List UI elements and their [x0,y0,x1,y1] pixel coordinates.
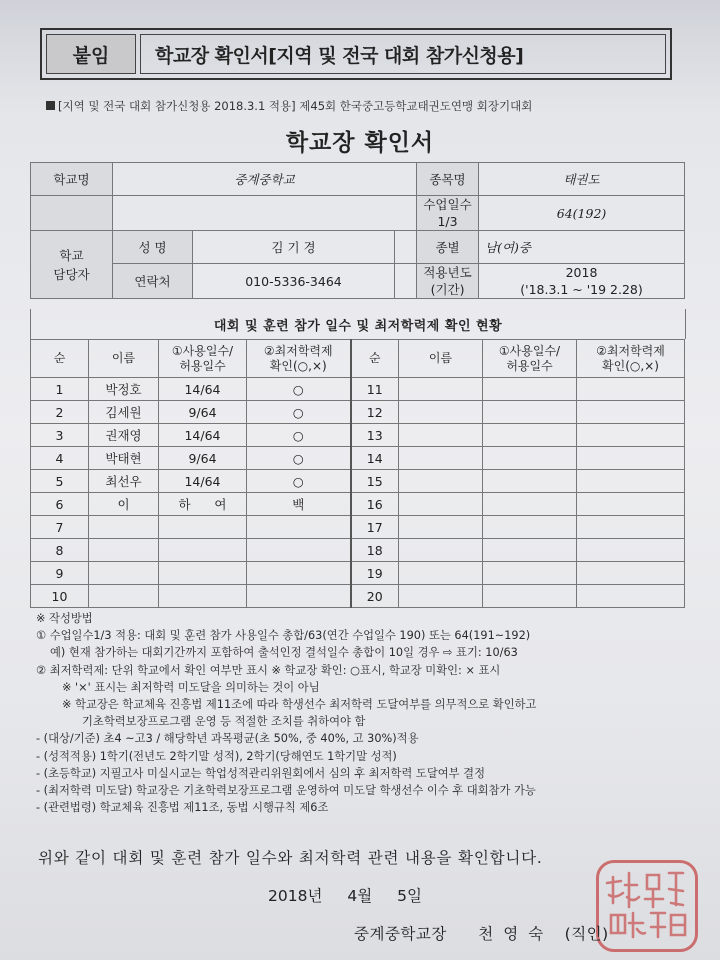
signature-line [354,922,609,944]
col-name-header: 이름 [89,340,159,378]
col-days-header-line1: ①사용일수/ [171,343,234,358]
days-label-line2: 1/3 [437,214,458,229]
row-days: 14/64 [159,424,247,447]
row-name: 최선우 [89,470,159,493]
row-no-right: 19 [351,562,399,585]
row-days [159,562,247,585]
row-name-right [399,401,483,424]
signer-name: 천영숙 [478,925,554,943]
note-item: 기초학력보장프로그램 운영 등 적절한 조치를 취하여야 함 [82,715,366,729]
row-check-right [577,562,685,585]
row-days: 14/64 [159,378,247,401]
col-acad-header-right-line2: 확인(○,×) [602,358,659,373]
col-days-header-right-line1: ①사용일수/ [498,343,561,358]
col-days-header-line2: 허용일수 [179,358,226,373]
row-no: 10 [31,585,89,608]
name-label: 성 명 [113,231,193,264]
row-days [159,585,247,608]
row-check-right [577,447,685,470]
row-days-right [483,585,577,608]
row-no: 2 [31,401,89,424]
seal-label: (직인) [564,925,609,943]
contact-spacer [395,264,417,299]
row-no: 5 [31,470,89,493]
row-name-right [399,562,483,585]
row-days: 9/64 [159,447,247,470]
confirmation-text: 위와 같이 대회 및 훈련 참가 일수와 최저학력 관련 내용을 확인합니다. [38,849,543,867]
note-item: - (대상/기준) 초4 ~고3 / 해당학년 과목평균(초 50%, 중 40%, 고 30%)적용 [36,732,419,746]
event-label: 종목명 [417,163,479,196]
row-check-right [577,378,685,401]
row-name-right [399,493,483,516]
header-title: 학교장 확인서[지역 및 전국 대회 참가신청용] [140,34,666,74]
row-no: 6 [31,493,89,516]
signer-school: 중계중학교장 [354,925,447,943]
row-name-right [399,378,483,401]
row-no: 7 [31,516,89,539]
col-no-header-right: 순 [351,340,399,378]
row-days-right [483,562,577,585]
note-item: ① 수업일수1/3 적용: 대회 및 훈련 참가 사용일수 총합/63(연간 수업일수 190) 또는 64(191~192) [36,629,531,643]
row-name [89,516,159,539]
note-item: - (최저학력 미도달) 학교장은 기초학력보장프로그램 운영하여 미도달 학생선수 이수 후 대회참가 가능 [36,784,536,798]
table-row [31,539,685,562]
row-no: 4 [31,447,89,470]
subline [46,98,532,114]
date-year: 2018년 [268,887,323,905]
days-label [417,196,479,231]
issue-date [268,884,442,906]
notes-heading: ※ 작성방법 [36,612,93,625]
row-check-right [577,401,685,424]
row-check: ○ [247,401,351,424]
row-name-right [399,585,483,608]
row-days: 14/64 [159,470,247,493]
school-value: 중계중학교 [113,163,417,196]
row-check [247,539,351,562]
note-item: - (성적적용) 1학기(전년도 2학기말 성적), 2학기(당해연도 1학기말 성적) [36,749,397,763]
table-row [31,424,685,447]
row-days-right [483,516,577,539]
header-box [40,28,672,80]
table-row [31,401,685,424]
row-check-right [577,585,685,608]
row-days-right [483,493,577,516]
seal-icon [599,863,695,949]
date-month: 4월 [347,887,373,905]
event-value: 태권도 [479,163,685,196]
row-days-right [483,401,577,424]
note-item: 예) 현재 참가하는 대회기간까지 포함하여 출석인정 결석일수 총합이 10일 경우 ⇨ 표기: 10/63 [50,646,518,660]
row-days-right [483,470,577,493]
attachment-tag: 붙임 [46,34,136,74]
row-no: 1 [31,378,89,401]
note-item: ※ '×' 표시는 최저학력 미도달을 의미하는 것이 아님 [62,680,320,694]
participation-table [30,339,685,608]
col-days-header [159,340,247,378]
row-check [247,585,351,608]
year-value-line2: ('18.3.1 ~ '19 2.28) [520,282,643,297]
row-check-right [577,493,685,516]
row-no-right: 13 [351,424,399,447]
subline-text: [지역 및 전국 대회 참가신청용 2018.3.1 적용] 제45회 한국중고등학교태권도연맹 회장기대회 [58,99,533,113]
note-item: ※ 학교장은 학교체육 진흥법 제11조에 따라 학생선수 최저학력 도달여부를 의무적으로 확인하고 [62,698,537,712]
row-name-right [399,424,483,447]
gender-value: 남(여)중 [479,231,685,264]
col-acad-header-right-line1: ②최저학력제 [596,343,665,358]
row-name [89,539,159,562]
school-label-cont [31,196,113,231]
row-no-right: 12 [351,401,399,424]
row-name-right [399,470,483,493]
row-no-right: 17 [351,516,399,539]
row-name-right [399,447,483,470]
row-check-right [577,539,685,562]
row-days-right [483,378,577,401]
row-no-right: 15 [351,470,399,493]
row-no: 9 [31,562,89,585]
col-acad-header-line2: 확인(○,×) [269,358,327,373]
name-spacer [395,231,417,264]
col-days-header-right [483,340,577,378]
row-no-right: 11 [351,378,399,401]
year-value-line1: 2018 [565,265,598,280]
row-days: 하 여 [159,493,247,516]
row-name: 김세원 [89,401,159,424]
manager-label-line2: 담당자 [53,266,90,282]
row-no-right: 20 [351,585,399,608]
row-check: ○ [247,470,351,493]
row-check [247,562,351,585]
col-acad-header-right [577,340,685,378]
section-title: 대회 및 훈련 참가 일수 및 최저학력제 확인 현황 [30,309,686,339]
year-label [417,264,479,299]
school-value-cont [113,196,417,231]
row-days: 9/64 [159,401,247,424]
col-acad-header [247,340,351,378]
row-no: 3 [31,424,89,447]
row-name: 박정호 [89,378,159,401]
manager-label-line1: 학교 [59,247,84,263]
info-table [30,162,685,299]
table-row [31,470,685,493]
square-bullet-icon [46,101,55,110]
table-row [31,378,685,401]
contact-value: 010-5336-3464 [193,264,395,299]
days-value: 64(192) [479,196,685,231]
table-row [31,493,685,516]
col-no-header: 순 [31,340,89,378]
table-row [31,516,685,539]
col-name-header-right: 이름 [399,340,483,378]
name-value: 김 기 경 [193,231,395,264]
row-days-right [483,447,577,470]
row-days-right [483,539,577,562]
col-days-header-right-line2: 허용일수 [506,358,553,373]
days-label-line1: 수업일수 [423,197,472,212]
row-no-right: 14 [351,447,399,470]
manager-label [31,231,113,299]
col-acad-header-line1: ②최저학력제 [263,343,333,358]
row-check [247,516,351,539]
row-days-right [483,424,577,447]
table-row [31,447,685,470]
contact-label: 연락처 [113,264,193,299]
row-check-right [577,470,685,493]
year-label-line1: 적용년도 [423,265,472,280]
row-check-right [577,424,685,447]
note-item: - (관련법령) 학교체육 진흥법 제11조, 동법 시행규칙 제6조 [36,801,329,815]
row-days [159,516,247,539]
note-item: ② 최저학력제: 단위 학교에서 확인 여부만 표시 ※ 학교장 확인: ○표시, 학교장 미확인: × 표시 [36,663,501,677]
year-label-line2: (기간) [430,282,465,297]
row-name [89,562,159,585]
note-item: - (초등학교) 지필고사 미실시교는 학업성적관리위원회에서 심의 후 최저학력 도달여부 결정 [36,766,485,780]
row-name [89,585,159,608]
table-row [31,585,685,608]
school-label: 학교명 [31,163,113,196]
row-name: 권재영 [89,424,159,447]
date-day: 5일 [397,887,422,905]
table-header-row [31,340,685,378]
notes-section [36,610,686,816]
row-check: ○ [247,424,351,447]
row-name-right [399,516,483,539]
row-check-right [577,516,685,539]
row-check: 백 [247,493,351,516]
row-days [159,539,247,562]
row-check: ○ [247,447,351,470]
official-seal-stamp [596,860,698,952]
year-value [479,264,685,299]
row-name: 박태현 [89,447,159,470]
row-no-right: 18 [351,539,399,562]
row-no-right: 16 [351,493,399,516]
gender-label: 종별 [417,231,479,264]
row-name-right [399,539,483,562]
document-title: 학교장 확인서 [285,130,435,156]
row-check: ○ [247,378,351,401]
row-name: 이 [89,493,159,516]
table-row [31,562,685,585]
row-no: 8 [31,539,89,562]
